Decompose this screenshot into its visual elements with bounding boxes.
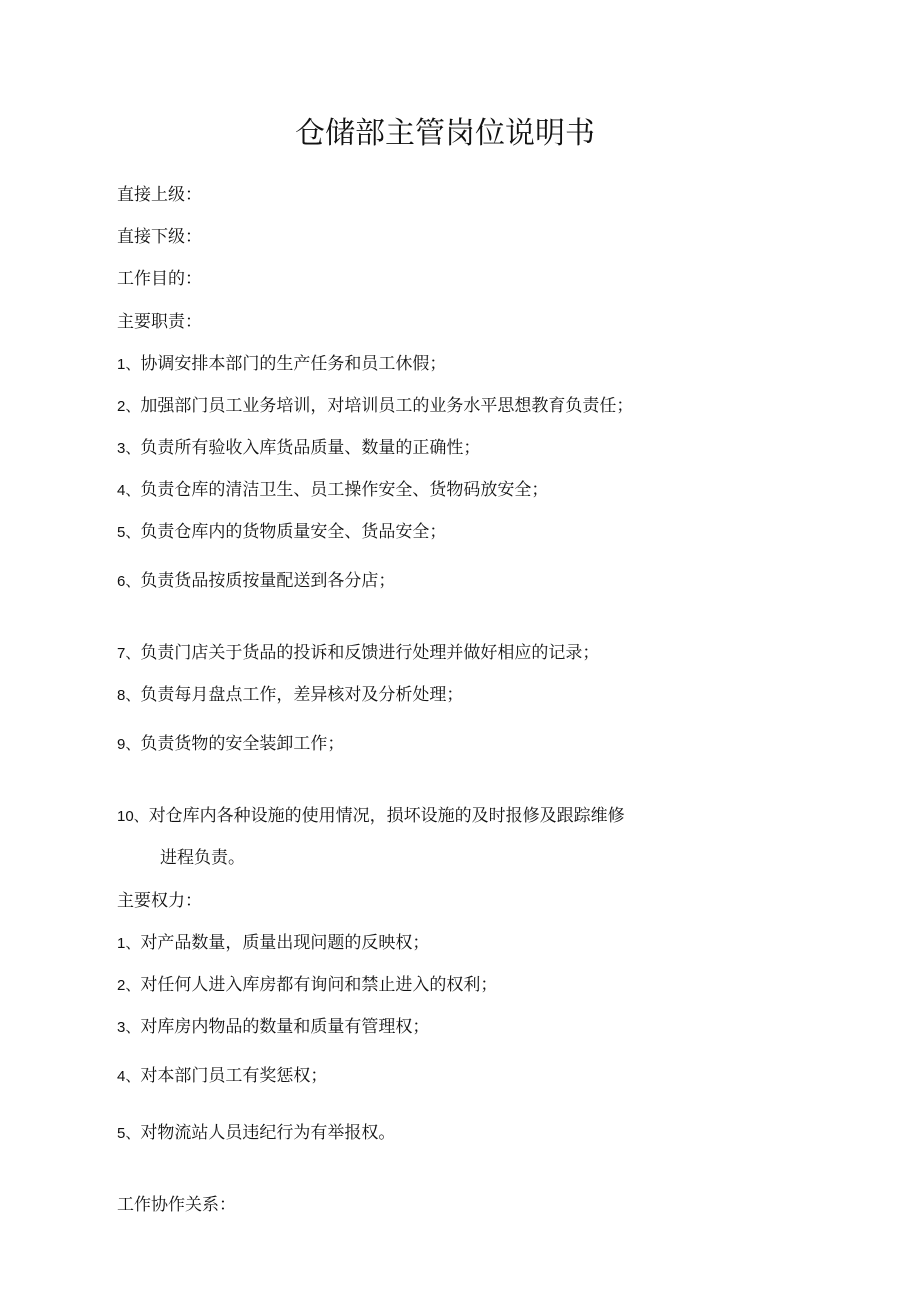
duty-number: 9、 xyxy=(117,736,141,753)
power-number: 3、 xyxy=(117,1019,141,1036)
duty-number: 2、 xyxy=(117,398,141,415)
duty-text: 对仓库内各种设施的使用情况，损坏设施的及时报修及跟踪维修 xyxy=(148,806,625,826)
duty-number: 7、 xyxy=(117,645,141,662)
duty-item-1 xyxy=(117,352,446,377)
duty-text: 加强部门员工业务培训，对培训员工的业务水平思想教育负责任； xyxy=(140,396,634,416)
power-number: 4、 xyxy=(117,1068,141,1085)
duty-number: 4、 xyxy=(117,482,141,499)
duty-text: 负责货物的安全装卸工作； xyxy=(140,734,345,754)
duty-number: 8、 xyxy=(117,687,141,704)
powers-heading: 主要权力： xyxy=(117,891,202,911)
duty-number: 10、 xyxy=(117,808,149,825)
duties-heading: 主要职责： xyxy=(117,312,202,332)
power-text: 对库房内物品的数量和质量有管理权； xyxy=(140,1017,430,1037)
power-text: 对本部门员工有奖惩权； xyxy=(140,1066,328,1086)
power-item-2 xyxy=(117,973,497,998)
power-item-5 xyxy=(117,1121,395,1146)
duty-item-9 xyxy=(117,732,344,757)
duty-item-4 xyxy=(117,478,548,503)
duty-item-3 xyxy=(117,436,480,461)
duty-text: 负责仓库内的货物质量安全、货品安全； xyxy=(140,522,447,542)
duty-item-5 xyxy=(117,520,446,545)
power-text: 对产品数量，质量出现问题的反映权； xyxy=(140,933,430,953)
power-number: 5、 xyxy=(117,1125,141,1142)
page-title: 仓储部主管岗位说明书 xyxy=(295,116,595,151)
duty-text: 负责仓库的清洁卫生、员工操作安全、货物码放安全； xyxy=(140,480,549,500)
duty-text: 负责货品按质按量配送到各分店； xyxy=(140,571,396,591)
duty-text: 负责每月盘点工作，差异核对及分析处理； xyxy=(140,685,464,705)
duty-item-2 xyxy=(117,394,633,419)
field-subordinate: 直接下级： xyxy=(117,227,202,247)
power-text: 对任何人进入库房都有询问和禁止进入的权利； xyxy=(140,975,498,995)
power-number: 1、 xyxy=(117,935,141,952)
duty-number: 3、 xyxy=(117,440,141,457)
power-item-4 xyxy=(117,1064,327,1089)
duty-item-8 xyxy=(117,683,463,708)
duty-item-10-continuation: 进程负责。 xyxy=(160,848,245,868)
duty-number: 6、 xyxy=(117,573,141,590)
duty-number: 5、 xyxy=(117,524,141,541)
duty-text: 协调安排本部门的生产任务和员工休假； xyxy=(140,354,447,374)
field-purpose: 工作目的： xyxy=(117,269,202,289)
duty-item-10 xyxy=(117,804,625,829)
duty-text: 负责门店关于货品的投诉和反馈进行处理并做好相应的记录； xyxy=(140,643,600,663)
field-superior: 直接上级： xyxy=(117,185,202,205)
duty-text: 负责所有验收入库货品质量、数量的正确性； xyxy=(140,438,481,458)
duty-item-7 xyxy=(117,641,599,666)
power-item-3 xyxy=(117,1015,429,1040)
duty-number: 1、 xyxy=(117,356,141,373)
power-text: 对物流站人员违纪行为有举报权。 xyxy=(140,1123,396,1143)
collaboration-heading: 工作协作关系： xyxy=(117,1195,236,1215)
power-item-1 xyxy=(117,931,429,956)
duty-item-6 xyxy=(117,569,395,594)
power-number: 2、 xyxy=(117,977,141,994)
